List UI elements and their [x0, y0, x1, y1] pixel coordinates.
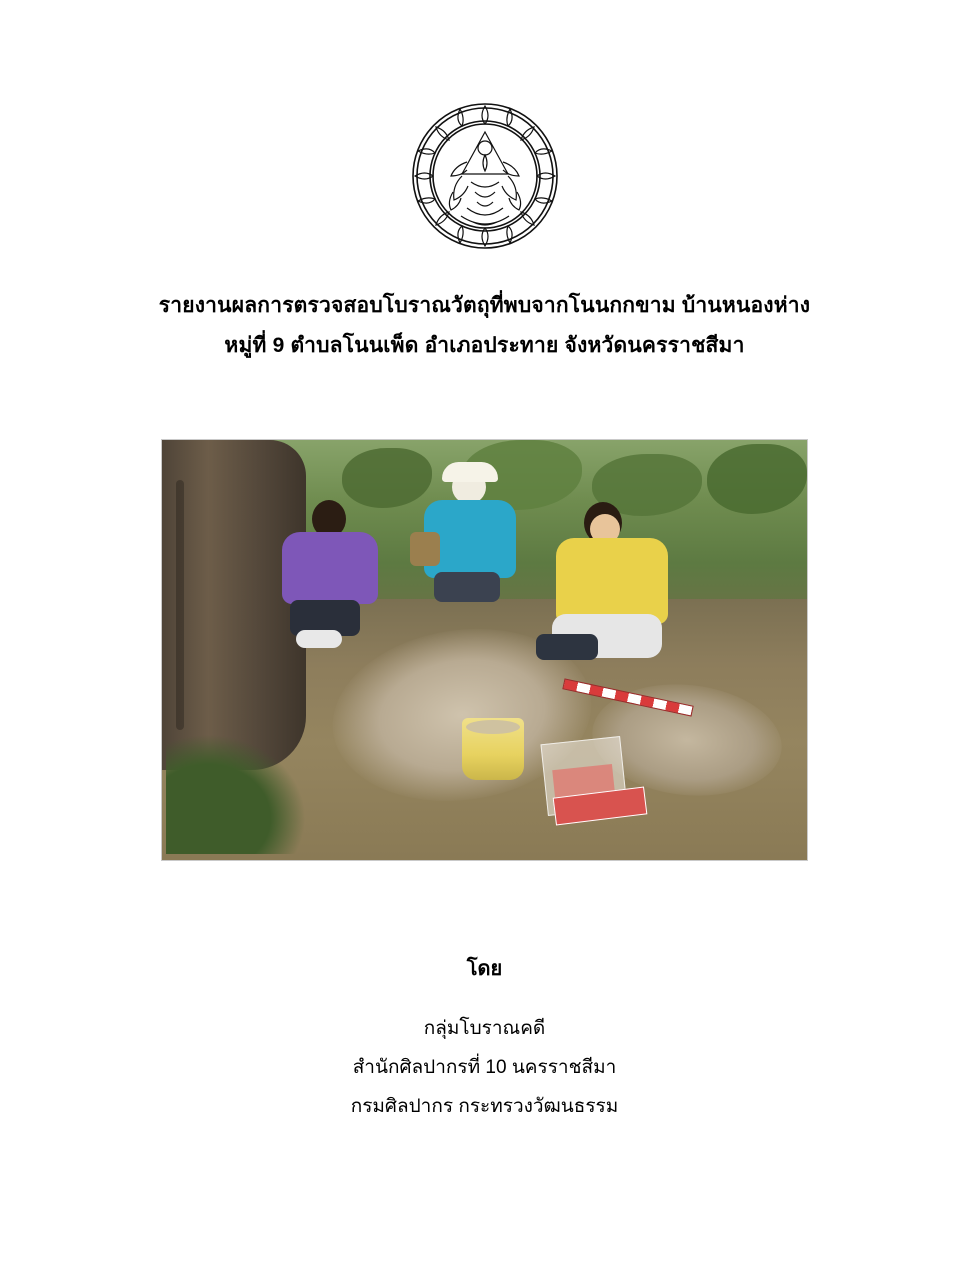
byline-line-2: สำนักศิลปากรที่ 10 นครราชสีมา	[352, 1056, 617, 1078]
byline	[95, 952, 875, 1127]
photo-bucket	[462, 718, 524, 780]
cover-photo-illustration	[162, 440, 807, 860]
page-title	[95, 286, 875, 366]
title-line-1: รายงานผลการตรวจสอบโบราณวัตถุที่พบจากโนนกกขาม บ้านหนองห่าง	[158, 294, 811, 317]
title-line-2: หมู่ที่ 9 ตำบลโนนเพ็ด อำเภอประทาย จังหวัดนครราชสีมา	[224, 333, 745, 357]
photo-person-blue	[412, 460, 532, 630]
byline-line-1: กลุ่มโบราณคดี	[423, 1017, 546, 1039]
photo-fern	[166, 734, 306, 854]
byline-label: โดย	[466, 957, 503, 980]
photo-person-purple	[272, 500, 392, 670]
byline-line-3: กรมศิลปากร กระทรวงวัฒนธรรม	[350, 1095, 619, 1117]
garuda-seal-icon	[405, 96, 565, 256]
emblem	[405, 96, 565, 256]
cover-photo	[162, 440, 807, 860]
photo-person-yellow	[542, 502, 692, 702]
